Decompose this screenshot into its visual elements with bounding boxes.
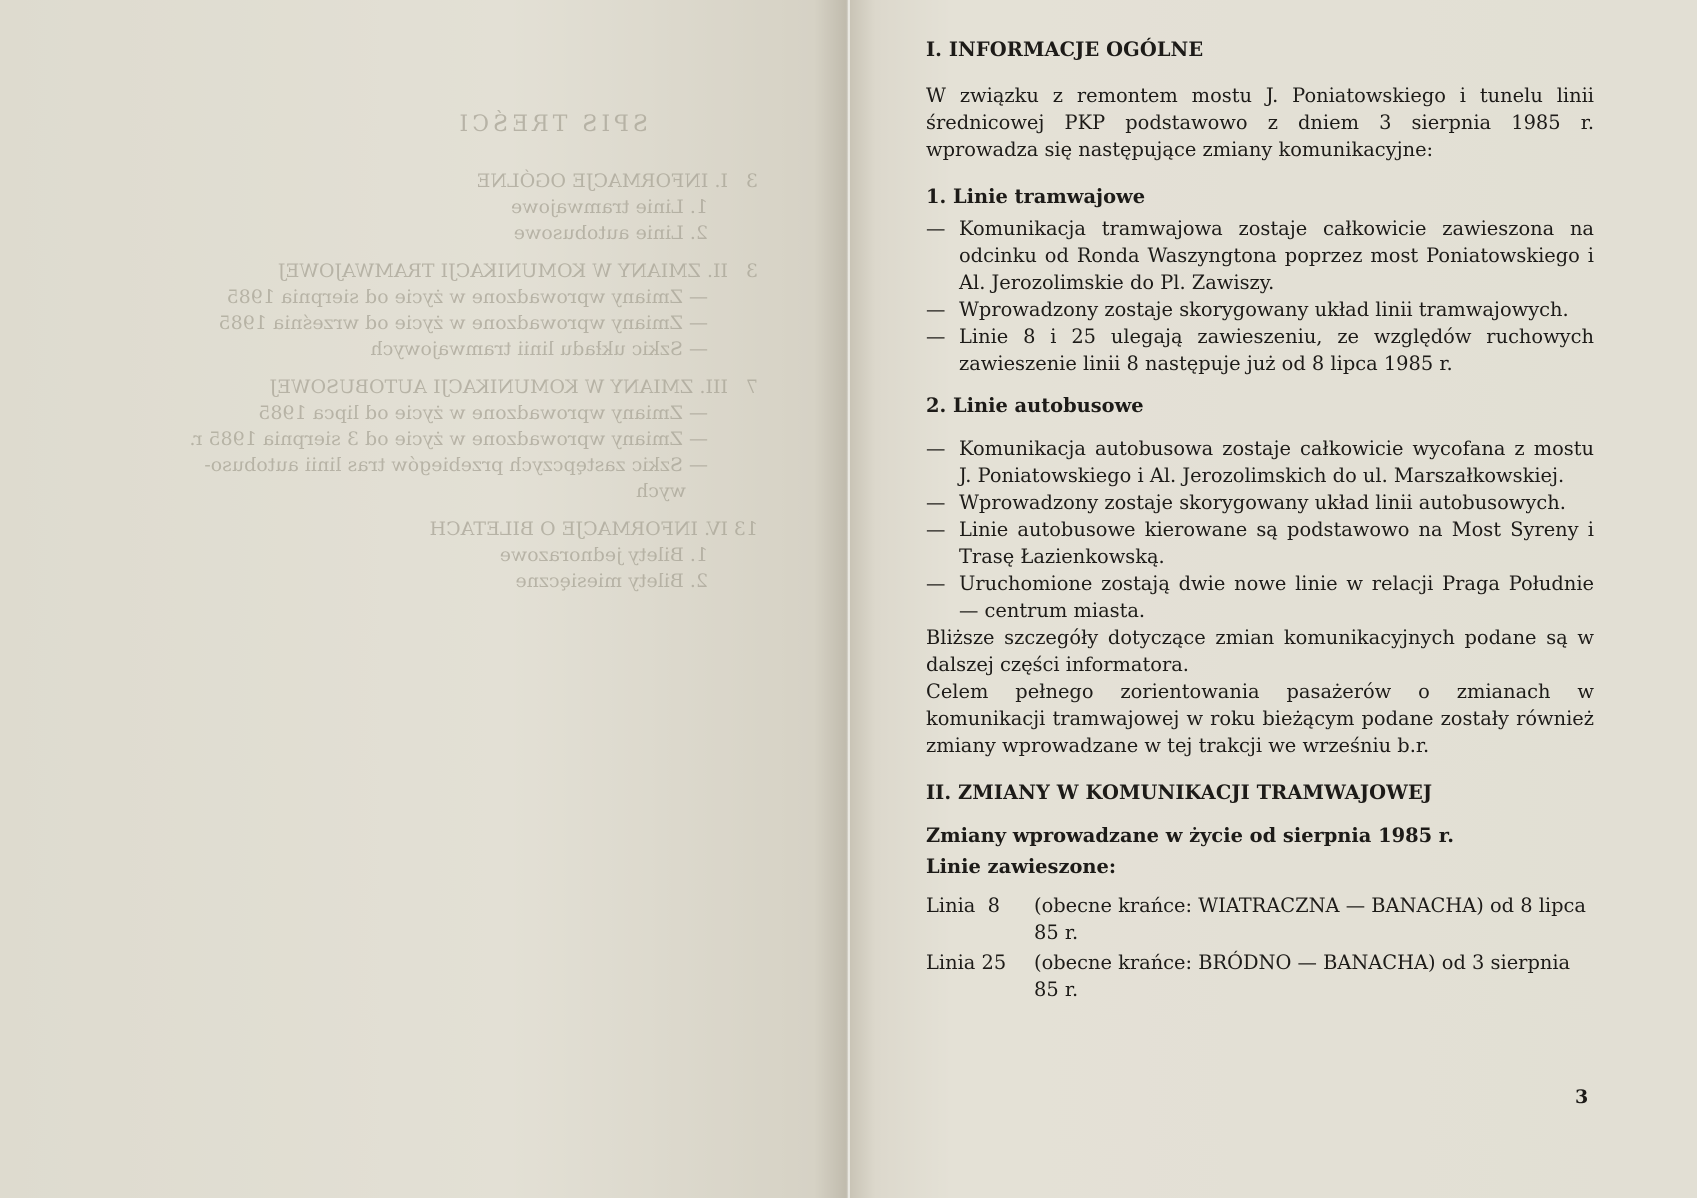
suspended-line-8 [926, 892, 1594, 946]
bleed-line: II. ZMIANY W KOMUNIKACJI TRAMWAJOWEJ [277, 260, 728, 282]
bleed-line: 2. Bilety miesięczne [515, 570, 708, 592]
line-details: (obecne krańce: BRÓDNO — BANACHA) od 3 sierpnia 85 r. [1034, 951, 1571, 1001]
tram-item: — Komunikacja tramwajowa zostaje całkowicie zawieszona na odcinku od Ronda Waszyngtona poprzez most Poniatowskiego i Al. Jerozolimskie do Pl. Zawiszy. [926, 217, 1594, 294]
bleed-line: 1. Bilety jednorazowe [499, 544, 708, 566]
line-label: Linia 25 [926, 951, 1007, 974]
subheading-august-changes: Zmiany wprowadzane w życie od sierpnia 1985 r. [926, 824, 1454, 847]
suspended-lines-label: Linie zawieszone: [926, 855, 1116, 878]
closing-paragraph-1: Bliższe szczegóły dotyczące zmian komunikacyjnych podane są w dalszej części informatora. [926, 626, 1594, 676]
bus-item: — Wprowadzony zostaje skorygowany układ linii autobusowych. [926, 491, 1566, 514]
bleed-number: 3 [745, 170, 758, 192]
bleed-line: IV. INFORMACJE O BILETACH [429, 518, 728, 540]
subheading-tram-lines: 1. Linie tramwajowe [926, 185, 1146, 208]
bleed-number: 7 [745, 376, 758, 398]
bleed-line: — Szkic zastępczych przebiegów tras linii autobuso- [204, 454, 708, 476]
show-through-text [0, 0, 848, 1198]
bleed-line: wych [636, 480, 686, 502]
bleed-line: — Zmiany wprowadzone w życie od września 1985 [218, 312, 708, 334]
bleed-number: 3 [745, 260, 758, 282]
suspended-line-25 [926, 949, 1594, 1003]
bleed-line: III. ZMIANY W KOMUNIKACJI AUTOBUSOWEJ [269, 376, 728, 398]
bus-item: — Linie autobusowe kierowane są podstawowo na Most Syreny i Trasę Łazienkowską. [926, 518, 1594, 568]
section-heading-general-info: I. INFORMACJE OGÓLNE [926, 38, 1204, 61]
dash-mark: — [926, 217, 946, 240]
bleed-title: SPIS TREŚCI [455, 112, 648, 137]
bleed-line: — Zmiany wprowadzone w życie od sierpnia 1985 [226, 286, 708, 308]
dash-mark: — [926, 518, 946, 541]
page-content [926, 36, 1594, 1003]
bleed-line: — Szkic układu linii tramwajowych [370, 338, 708, 360]
intro-paragraph: W związku z remontem mostu J. Poniatowskiego i tunelu linii średnicowej PKP podstawowo z dniem 3 sierpnia 1985 r. wprowadza się następujące zmiany komunikacyjne: [926, 84, 1594, 161]
bus-item: — Uruchomione zostają dwie nowe linie w relacji Praga Południe — centrum miasta. [926, 572, 1594, 622]
line-details: (obecne krańce: WIATRACZNA — BANACHA) od 8 lipca 85 r. [1034, 894, 1586, 944]
tram-item: — Wprowadzony zostaje skorygowany układ linii tramwajowych. [926, 298, 1569, 321]
subheading-bus-lines: 2. Linie autobusowe [926, 394, 1144, 417]
bleed-line: — Zmiany wprowadzone w życie od lipca 1985 [258, 402, 708, 424]
section-heading-tram-changes: II. ZMIANY W KOMUNIKACJI TRAMWAJOWEJ [926, 781, 1433, 804]
bleed-line: 1. Linie tramwajowe [511, 196, 708, 218]
left-page [0, 0, 848, 1198]
bleed-line: 2. Linie autobusowe [513, 222, 708, 244]
bleed-number: 13 [733, 518, 758, 540]
bleed-line: I. INFORMACJE OGÓLNE [476, 170, 728, 192]
bus-item: — Komunikacja autobusowa zostaje całkowicie wycofana z mostu J. Poniatowskiego i Al. Jerozolimskich do ul. Marszałkowskiej. [926, 437, 1594, 487]
closing-paragraph-2: Celem pełnego zorientowania pasażerów o zmianach w komunikacji tramwajowej w roku bieżącym podane zostały również zmiany wprowadzane w tej trakcji we wrześniu b.r. [926, 680, 1594, 757]
bleed-line: — Zmiany wprowadzone w życie od 3 sierpnia 1985 r. [189, 428, 708, 450]
page-number: 3 [1575, 1086, 1589, 1108]
dash-mark: — [926, 298, 946, 321]
dash-mark: — [926, 491, 946, 514]
tram-item: — Linie 8 i 25 ulegają zawieszeniu, ze względów ruchowych zawieszenie linii 8 następuje już od 8 lipca 1985 r. [926, 325, 1594, 375]
dash-mark: — [926, 437, 946, 460]
line-label: Linia 8 [926, 894, 1000, 917]
dash-mark: — [926, 325, 946, 348]
dash-mark: — [926, 572, 946, 595]
